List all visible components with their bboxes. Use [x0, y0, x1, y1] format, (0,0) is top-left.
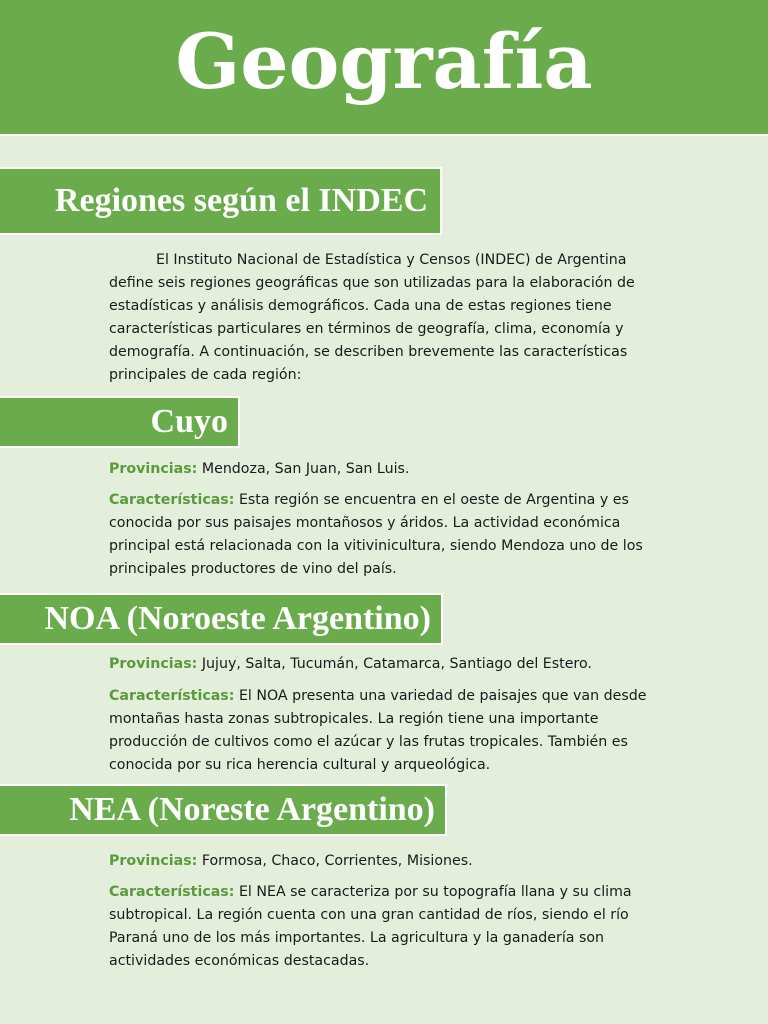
region-heading-text: Cuyo — [150, 403, 228, 440]
region-characteristics-nea — [109, 881, 657, 973]
provinces-value: Jujuy, Salta, Tucumán, Catamarca, Santiago del Estero. — [201, 656, 592, 672]
characteristics-value: El NOA presenta una variedad de paisajes que van desde montañas hasta zonas subtropicales. La región tiene una importante producción de cultivos como el azúcar y las frutas tropicales. También es conocida por su rica herencia cultural y arqueológica. — [109, 688, 647, 773]
provinces-value: Mendoza, San Juan, San Luis. — [201, 461, 410, 477]
section-heading-text: Regiones según el INDEC — [54, 182, 428, 219]
region-heading-noa — [0, 593, 443, 645]
region-characteristics-noa — [109, 685, 657, 777]
region-provinces-nea — [109, 850, 657, 873]
region-characteristics-cuyo — [109, 489, 657, 581]
region-provinces-noa — [109, 653, 657, 676]
region-heading-cuyo — [0, 396, 240, 448]
region-provinces-cuyo — [109, 458, 657, 481]
provinces-label: Provincias: — [109, 853, 198, 869]
region-heading-text: NEA (Noreste Argentino) — [69, 791, 435, 828]
provinces-label: Provincias: — [109, 656, 198, 672]
characteristics-label: Características: — [109, 492, 235, 508]
region-heading-text: NOA (Noroeste Argentino) — [44, 600, 431, 637]
provinces-label: Provincias: — [109, 461, 198, 477]
page-title: Geografía — [175, 16, 593, 106]
intro-paragraph-text: El Instituto Nacional de Estadística y Censos (INDEC) de Argentina define seis regiones geográficas que son utilizadas para la elaboración de estadísticas y análisis demográficos. Cada una de estas regiones tiene características particulares en términos de geografía, clima, economía y demografía. A continuación, se describen brevemente las características principales de cada región: — [109, 252, 635, 383]
title-banner — [0, 0, 768, 136]
characteristics-value: El NEA se caracteriza por su topografía llana y su clima subtropical. La región cuenta con una gran cantidad de ríos, siendo el río Paraná uno de los más importantes. La agricultura y la ganadería son actividades económicas destacadas. — [109, 884, 632, 969]
provinces-value: Formosa, Chaco, Corrientes, Misiones. — [201, 853, 473, 869]
characteristics-label: Características: — [109, 884, 235, 900]
intro-paragraph — [109, 249, 657, 387]
characteristics-value: Esta región se encuentra en el oeste de Argentina y es conocida por sus paisajes montañosos y áridos. La actividad económica principal está relacionada con la vitivinicultura, siendo Mendoza uno de los principales productores de vino del país. — [109, 492, 643, 577]
characteristics-label: Características: — [109, 688, 235, 704]
section-heading-indec — [0, 167, 442, 235]
region-heading-nea — [0, 784, 447, 836]
